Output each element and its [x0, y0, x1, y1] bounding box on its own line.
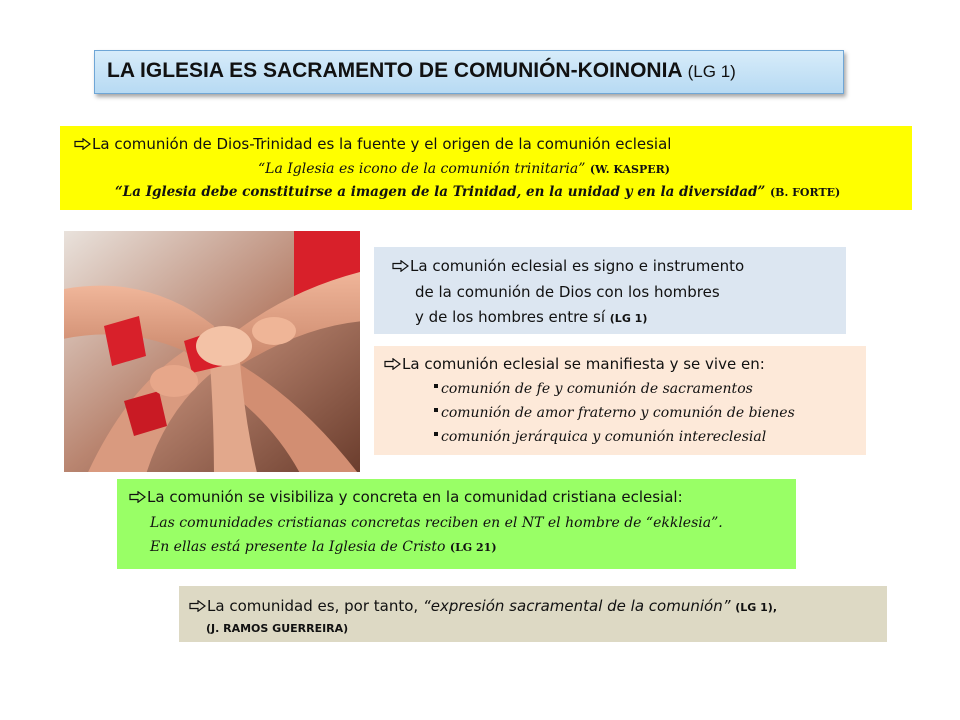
sign-text-3: y de los hombres entre sí [415, 308, 605, 326]
hands-illustration [64, 231, 360, 472]
bullet-icon [434, 384, 438, 388]
list-item-text: comunión de amor fraterno y comunión de bienes [441, 405, 795, 421]
arrow-icon [129, 491, 146, 503]
sacramental-line [189, 597, 777, 615]
forte-ref: (B. FORTE) [769, 186, 841, 199]
sign-instrument-box [374, 247, 846, 334]
list-item [434, 381, 753, 397]
sign-line-3 [415, 308, 647, 326]
slide-title-ref: (LG 1) [687, 62, 736, 81]
slide-title [94, 50, 844, 94]
manifestation-heading-line [384, 355, 765, 373]
list-item [434, 405, 795, 421]
kasper-quote-line [258, 161, 670, 177]
manifestation-box [374, 346, 866, 455]
sign-line-1 [392, 257, 744, 275]
arrow-icon [384, 358, 401, 370]
list-item-text: comunión jerárquica y comunión intereclesial [441, 429, 767, 445]
trinity-heading: La comunión de Dios-Trinidad es la fuente y el origen de la comunión eclesial [92, 135, 672, 153]
arrow-icon [189, 600, 206, 612]
manifestation-heading: La comunión eclesial se manifiesta y se vive en: [402, 355, 765, 373]
trinity-box [60, 126, 912, 210]
forte-quote: “La Iglesia debe constituirse a imagen de la Trinidad, en la unidad y en la diversidad” [115, 184, 766, 200]
list-item-text: comunión de fe y comunión de sacramentos [441, 381, 753, 397]
kasper-quote: “La Iglesia es icono de la comunión trinitaria” [258, 161, 586, 177]
sacramental-quote: “expresión sacramental de la comunión” [422, 597, 731, 615]
arrow-icon [392, 260, 409, 272]
kasper-ref: (W. KASPER) [589, 163, 670, 176]
sacramental-prefix: La comunidad es, por tanto, [207, 597, 419, 615]
community-heading: La comunión se visibiliza y concreta en la comunidad cristiana eclesial: [147, 488, 683, 506]
church-present-ref: (LG 21) [449, 541, 497, 554]
church-present-text: En ellas está presente la Iglesia de Cristo [150, 539, 446, 555]
ekklesia-line: Las comunidades cristianas concretas reciben en el NT el hombre de “ekklesia”. [150, 515, 723, 531]
joined-hands-photo [64, 231, 360, 472]
sacramental-expression-box [179, 586, 887, 642]
sacramental-ref: (LG 1), [735, 601, 778, 614]
sign-ref: (LG 1) [609, 312, 648, 325]
slide-title-text: LA IGLESIA ES SACRAMENTO DE COMUNIÓN-KOINONIA [107, 59, 682, 82]
bullet-icon [434, 408, 438, 412]
sign-line-2: de la comunión de Dios con los hombres [415, 283, 720, 301]
community-box [117, 479, 796, 569]
forte-quote-line [115, 184, 840, 200]
ramos-author: (J. RAMOS GUERREIRA) [206, 622, 349, 635]
trinity-heading-line [74, 135, 671, 153]
community-heading-line [129, 488, 683, 506]
church-present-line [150, 539, 497, 555]
arrow-icon [74, 138, 91, 150]
list-item [434, 429, 766, 445]
sign-text-1: La comunión eclesial es signo e instrumento [410, 257, 745, 275]
bullet-icon [434, 432, 438, 436]
